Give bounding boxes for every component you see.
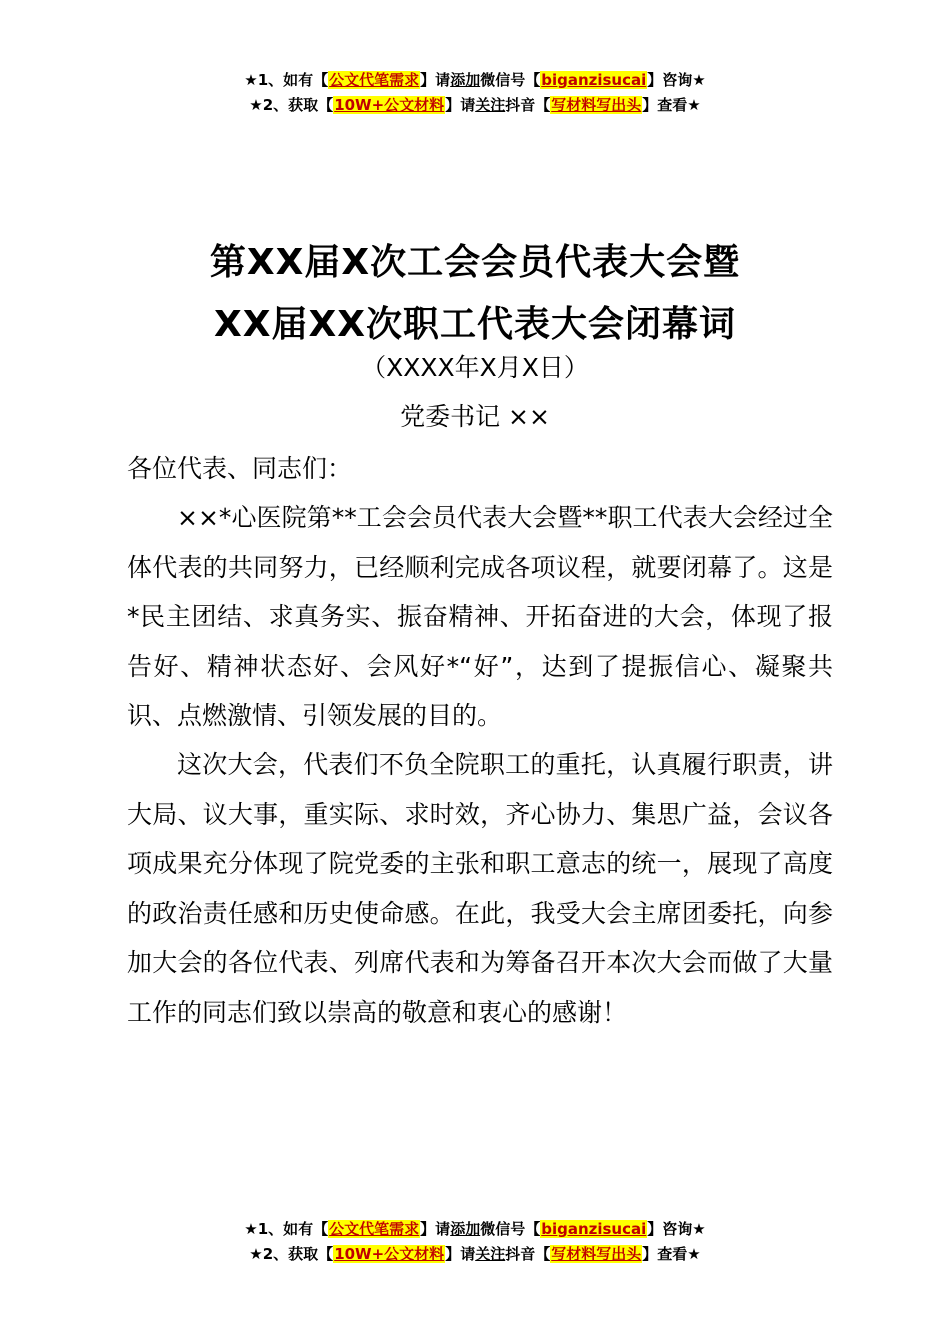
banner-emphasis: 关注: [475, 96, 506, 114]
banner-highlight: 公文代笔需求: [329, 1220, 420, 1238]
header-banner: [0, 68, 950, 118]
banner-text: 抖音【: [505, 96, 551, 114]
footer-banner: [0, 1217, 950, 1267]
banner-text: 】查看★: [642, 1245, 701, 1263]
greeting: 各位代表、同志们：: [127, 454, 353, 483]
banner-text: ★2、获取【: [249, 1245, 334, 1263]
banner-highlight: 写材料写出头: [551, 1245, 642, 1263]
banner-line-1: [0, 68, 950, 93]
banner-emphasis: 添加: [450, 1220, 481, 1238]
banner-text: 】咨询★: [647, 71, 706, 89]
banner-line-2: [0, 93, 950, 118]
banner-text: 抖音【: [505, 1245, 551, 1263]
banner-highlight: 写材料写出头: [551, 96, 642, 114]
banner-text: 】请: [445, 1245, 476, 1263]
document-title-line-1: 第XX届X次工会会员代表大会暨: [209, 242, 741, 283]
document-title-line-2: XX届XX次职工代表大会闭幕词: [213, 304, 737, 345]
banner-text: 】请: [420, 71, 451, 89]
banner-highlight: biganzisucai: [541, 71, 647, 89]
banner-emphasis: 添加: [450, 71, 481, 89]
banner-text: 微信号【: [480, 1220, 541, 1238]
banner-text: 】请: [445, 96, 476, 114]
document-author: 党委书记 ××: [400, 402, 550, 431]
banner-highlight: 10W+公文材料: [334, 96, 445, 114]
banner-highlight: 公文代笔需求: [329, 71, 420, 89]
banner-emphasis: 关注: [475, 1245, 506, 1263]
banner-text: 】查看★: [642, 96, 701, 114]
banner-text: ★1、如有【: [244, 1220, 329, 1238]
banner-line-2: [0, 1242, 950, 1267]
banner-line-1: [0, 1217, 950, 1242]
banner-highlight: biganzisucai: [541, 1220, 647, 1238]
body-paragraph-1: ××*心医院第**工会会员代表大会暨**职工代表大会经过全体代表的共同努力，已经顺利完成各项议程，就要闭幕了。这是*民主团结、求真务实、振奋精神、开拓奋进的大会，体现了报告好、精神状态好、会风好*“好”，达到了提振信心、凝聚共识、点燃激情、引领发展的目的。: [127, 503, 833, 730]
banner-text: ★2、获取【: [249, 96, 334, 114]
banner-text: 】请: [420, 1220, 451, 1238]
banner-text: 微信号【: [480, 71, 541, 89]
banner-text: ★1、如有【: [244, 71, 329, 89]
banner-highlight: 10W+公文材料: [334, 1245, 445, 1263]
body-paragraph-2: 这次大会，代表们不负全院职工的重托，认真履行职责，讲大局、议大事，重实际、求时效，齐心协力、集思广益，会议各项成果充分体现了院党委的主张和职工意志的统一，展现了高度的政治责任感和历史使命感。在此，我受大会主席团委托，向参加大会的各位代表、列席代表和为筹备召开本次大会而做了大量工作的同志们致以崇高的敬意和衷心的感谢！: [127, 750, 833, 1027]
banner-text: 】咨询★: [647, 1220, 706, 1238]
document-date: （XXXX年X月X日）: [361, 353, 589, 382]
